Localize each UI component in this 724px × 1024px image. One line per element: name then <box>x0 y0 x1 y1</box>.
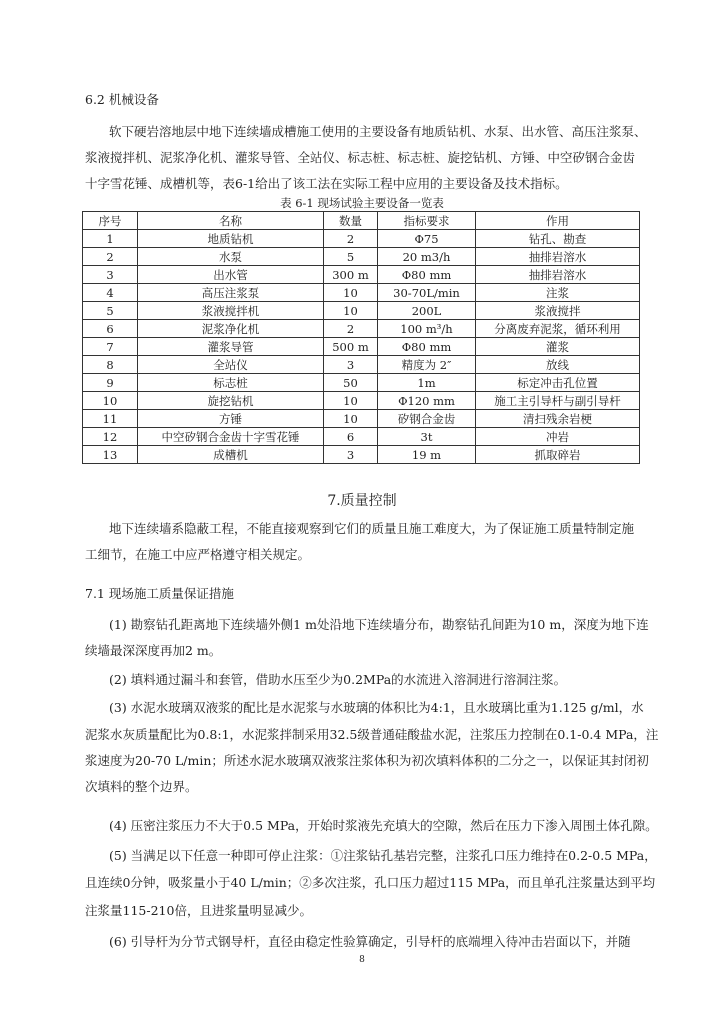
cell-index: 11 <box>83 410 138 428</box>
cell-quantity: 2 <box>324 230 378 248</box>
list-item-line: 注浆量115-210倍，且进浆量明显减少。 <box>85 903 312 918</box>
cell-name: 灌浆导管 <box>138 338 324 356</box>
list-item-line: 泥浆水灰质量配比为0.8:1，水泥浆拌制采用32.5级普通硅酸盐水泥，注浆压力控制在0.1-0.4 MPa，注 <box>85 727 659 742</box>
table-row <box>83 446 640 464</box>
table-caption: 表 6-1 现场试验主要设备一览表 <box>280 196 444 210</box>
cell-name: 旋挖钻机 <box>138 392 324 410</box>
cell-name: 地质钻机 <box>138 230 324 248</box>
column-header-spec: 指标要求 <box>378 212 476 230</box>
table-row <box>83 320 640 338</box>
cell-index: 9 <box>83 374 138 392</box>
cell-purpose: 施工主引导杆与副引导杆 <box>476 392 640 410</box>
cell-purpose: 抽排岩溶水 <box>476 266 640 284</box>
list-item-line: 续墙最深深度再加2 m。 <box>85 643 222 658</box>
cell-purpose: 浆液搅拌 <box>476 302 640 320</box>
cell-index: 5 <box>83 302 138 320</box>
column-header-purpose: 作用 <box>476 212 640 230</box>
cell-purpose: 灌浆 <box>476 338 640 356</box>
cell-spec: 1m <box>378 374 476 392</box>
cell-name: 高压注浆泵 <box>138 284 324 302</box>
cell-name: 水泵 <box>138 248 324 266</box>
cell-quantity: 2 <box>324 320 378 338</box>
cell-purpose: 注浆 <box>476 284 640 302</box>
cell-quantity: 300 m <box>324 266 378 284</box>
cell-purpose: 分离废弃泥浆，循环利用 <box>476 320 640 338</box>
section-title-7: 7.质量控制 <box>327 493 397 509</box>
table-row <box>83 356 640 374</box>
cell-quantity: 500 m <box>324 338 378 356</box>
cell-quantity: 5 <box>324 248 378 266</box>
cell-spec: 精度为 2″ <box>378 356 476 374</box>
cell-spec: 100 m³/h <box>378 320 476 338</box>
table-row <box>83 338 640 356</box>
cell-spec: Φ80 mm <box>378 266 476 284</box>
cell-index: 4 <box>83 284 138 302</box>
cell-purpose: 清扫残余岩梗 <box>476 410 640 428</box>
cell-spec: 30-70L/min <box>378 284 476 302</box>
cell-name: 浆液搅拌机 <box>138 302 324 320</box>
cell-index: 6 <box>83 320 138 338</box>
paragraph-line: 软下硬岩溶地层中地下连续墙成槽施工使用的主要设备有地质钻机、水泵、出水管、高压注浆泵、 <box>109 124 647 139</box>
cell-spec: 19 m <box>378 446 476 464</box>
table-row <box>83 266 640 284</box>
cell-purpose: 抽排岩溶水 <box>476 248 640 266</box>
cell-spec: 20 m3/h <box>378 248 476 266</box>
paragraph-line: 十字雪花锤、成槽机等，表6-1给出了该工法在实际工程中应用的主要设备及技术指标。 <box>85 176 568 191</box>
cell-name: 全站仪 <box>138 356 324 374</box>
cell-index: 7 <box>83 338 138 356</box>
paragraph-line: 浆液搅拌机、泥浆净化机、灌浆导管、全站仪、标志桩、标志桩、旋挖钻机、方锤、中空矽钢合金齿 <box>85 150 636 165</box>
column-header-index: 序号 <box>83 212 138 230</box>
paragraph-line: 工细节，在施工中应严格遵守相关规定。 <box>85 547 311 562</box>
table-row <box>83 374 640 392</box>
list-item-line: (6) 引导杆为分节式钢导杆，直径由稳定性验算确定，引导杆的底端埋入待冲击岩面以下，并随 <box>109 934 631 949</box>
cell-spec: 矽钢合金齿 <box>378 410 476 428</box>
cell-name: 方锤 <box>138 410 324 428</box>
cell-index: 2 <box>83 248 138 266</box>
table-row <box>83 302 640 320</box>
cell-spec: Φ120 mm <box>378 392 476 410</box>
list-item-line: (3) 水泥水玻璃双液浆的配比是水泥浆与水玻璃的体积比为4:1，且水玻璃比重为1.125 g/ml，水 <box>109 700 644 715</box>
cell-quantity: 10 <box>324 302 378 320</box>
cell-name: 泥浆净化机 <box>138 320 324 338</box>
cell-quantity: 50 <box>324 374 378 392</box>
list-item-line: 浆速度为20-70 L/min；所述水泥水玻璃双液浆注浆体积为初次填料体积的二分之一，以保证其封闭初 <box>85 753 649 768</box>
cell-spec: Φ80 mm <box>378 338 476 356</box>
cell-name: 标志桩 <box>138 374 324 392</box>
cell-purpose: 标定冲击孔位置 <box>476 374 640 392</box>
column-header-name: 名称 <box>138 212 324 230</box>
cell-index: 12 <box>83 428 138 446</box>
table-row <box>83 410 640 428</box>
paragraph-line: 地下连续墙系隐蔽工程，不能直接观察到它们的质量且施工难度大，为了保证施工质量特制定施 <box>109 521 635 536</box>
cell-index: 13 <box>83 446 138 464</box>
table-row <box>83 392 640 410</box>
table-header-row <box>83 212 640 230</box>
cell-purpose: 钻孔、勘查 <box>476 230 640 248</box>
table-row <box>83 284 640 302</box>
cell-spec: 3t <box>378 428 476 446</box>
cell-spec: 200L <box>378 302 476 320</box>
list-item-line: 次填料的整个边界。 <box>85 779 198 794</box>
table-row <box>83 230 640 248</box>
list-item-line: (5) 当满足以下任意一种即可停止注浆：①注浆钻孔基岩完整，注浆孔口压力维持在0.2-0.5 MPa， <box>109 848 657 863</box>
list-item-line: (2) 填料通过漏斗和套管，借助水压至少为0.2MPa的水流进入溶洞进行溶洞注浆。 <box>109 672 567 687</box>
cell-quantity: 6 <box>324 428 378 446</box>
list-item-line: (1) 勘察钻孔距离地下连续墙外侧1 m处沿地下连续墙分布，勘察钻孔间距为10 m，深度为地下连 <box>109 617 649 632</box>
table-row <box>83 428 640 446</box>
cell-quantity: 10 <box>324 284 378 302</box>
table-row <box>83 248 640 266</box>
sub-heading-7-1: 7.1 现场施工质量保证措施 <box>85 586 234 601</box>
cell-purpose: 放线 <box>476 356 640 374</box>
cell-name: 成槽机 <box>138 446 324 464</box>
cell-index: 1 <box>83 230 138 248</box>
cell-index: 8 <box>83 356 138 374</box>
cell-quantity: 10 <box>324 410 378 428</box>
equipment-table <box>82 211 640 464</box>
list-item-line: 且连续0分钟，吸浆量小于40 L/min；②多次注浆，孔口压力超过115 MPa，而且单孔注浆量达到平均 <box>85 875 656 890</box>
cell-purpose: 抓取碎岩 <box>476 446 640 464</box>
cell-quantity: 3 <box>324 356 378 374</box>
cell-index: 10 <box>83 392 138 410</box>
cell-purpose: 冲岩 <box>476 428 640 446</box>
cell-name: 出水管 <box>138 266 324 284</box>
page-number: 8 <box>359 955 365 965</box>
cell-name: 中空矽钢合金齿十字雪花锤 <box>138 428 324 446</box>
section-heading-6-2: 6.2 机械设备 <box>85 92 159 107</box>
list-item-line: (4) 压密注浆压力不大于0.5 MPa，开始时浆液先充填大的空隙，然后在压力下渗入周围土体孔隙。 <box>109 818 658 833</box>
cell-spec: Φ75 <box>378 230 476 248</box>
cell-quantity: 3 <box>324 446 378 464</box>
cell-index: 3 <box>83 266 138 284</box>
column-header-quantity: 数量 <box>324 212 378 230</box>
cell-quantity: 10 <box>324 392 378 410</box>
